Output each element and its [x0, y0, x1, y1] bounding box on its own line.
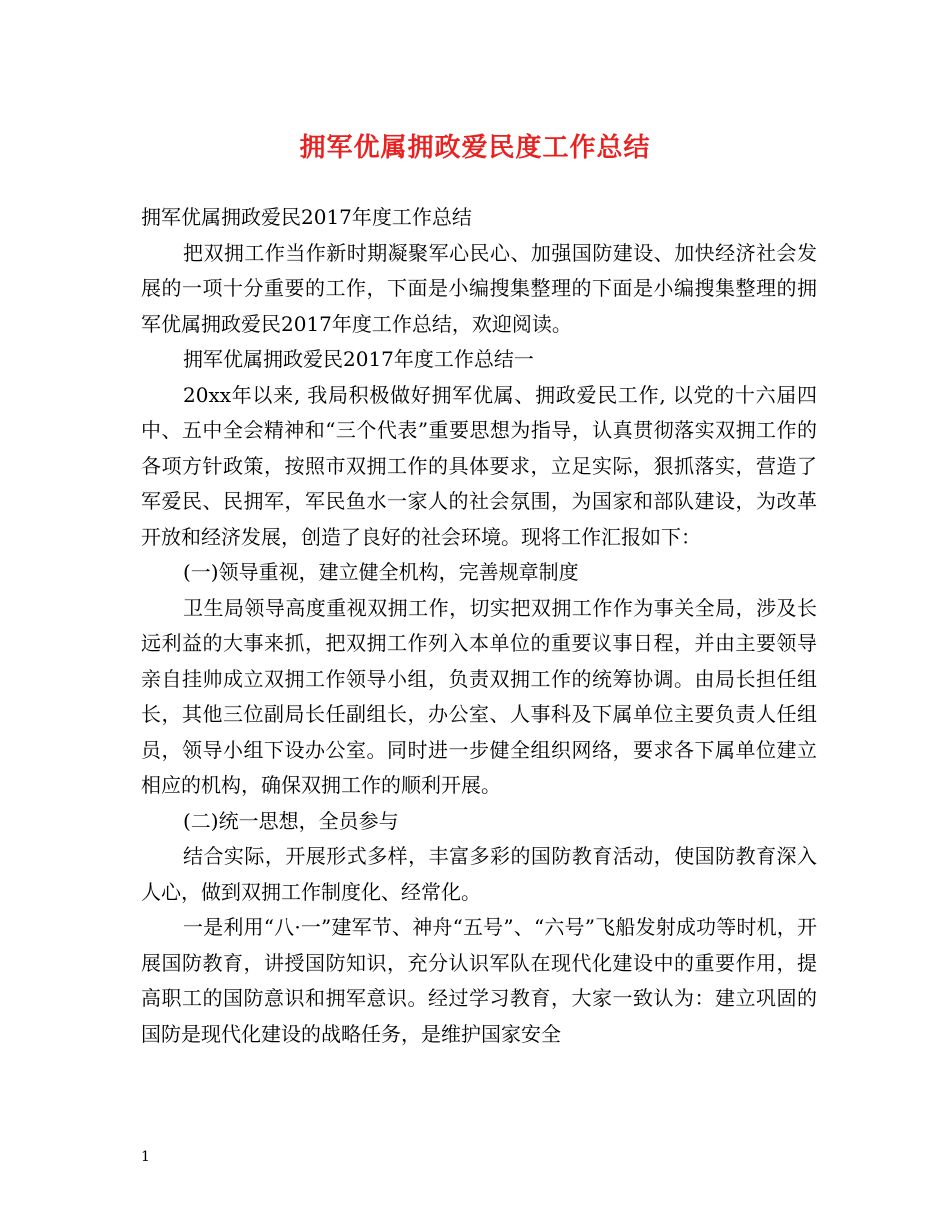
paragraph-section-heading: 拥军优属拥政爱民2017年度工作总结一	[183, 347, 534, 371]
paragraph-heading-two: (二)统一思想，全员参与	[183, 808, 399, 833]
page-number: 1	[141, 1149, 150, 1165]
document-title: 拥军优属拥政爱民度工作总结	[299, 133, 651, 163]
paragraph-overview: 20xx年以来, 我局积极做好拥军优属、拥政爱民工作, 以党的十六届四中、五中全会精神和“三个代表”重要思想为指导，认真贯彻落实双拥工作的各项方针政策，按照市双拥工作的具体要求，立足实际，狠抓落实，营造了军爱民、民拥军，军民鱼水一家人的社会氛围，为国家和部队建设，为改革开放和经济发展，创造了良好的社会环境。现将工作汇报如下：	[141, 382, 817, 549]
paragraph-heading-one: (一)领导重视，建立健全机构，完善规章制度	[183, 560, 579, 584]
paragraph-education: 结合实际，开展形式多样，丰富多彩的国防教育活动，使国防教育深入人心，做到双拥工作制度化、经常化。	[141, 844, 817, 904]
paragraph-point-one: 一是利用“八·一”建军节、神舟“五号”、“六号”飞船发射成功等时机，开展国防教育，讲授国防知识，充分认识军队在现代化建设中的重要作用，提高职工的国防意识和拥军意识。经过学习教育，大家一致认为：建立巩固的国防是现代化建设的战略任务，是维护国家安全	[141, 915, 817, 1046]
paragraph-intro: 把双拥工作当作新时期凝聚军心民心、加强国防建设、加快经济社会发展的一项十分重要的工作，下面是小编搜集整理的下面是小编搜集整理的拥军优属拥政爱民2017年度工作总结，欢迎阅读。	[141, 240, 817, 336]
paragraph-subtitle: 拥军优属拥政爱民2017年度工作总结	[141, 205, 472, 229]
document-body	[141, 200, 817, 1052]
paragraph-leadership: 卫生局领导高度重视双拥工作，切实把双拥工作作为事关全局，涉及长远利益的大事来抓，把双拥工作列入本单位的重要议事日程，并由主要领导亲自挂帅成立双拥工作领导小组，负责双拥工作的统筹协调。由局长担任组长，其他三位副局长任副组长，办公室、人事科及下属单位主要负责人任组员，领导小组下设办公室。同时进一步健全组织网络，要求各下属单位建立相应的机构，确保双拥工作的顺利开展。	[141, 595, 817, 797]
